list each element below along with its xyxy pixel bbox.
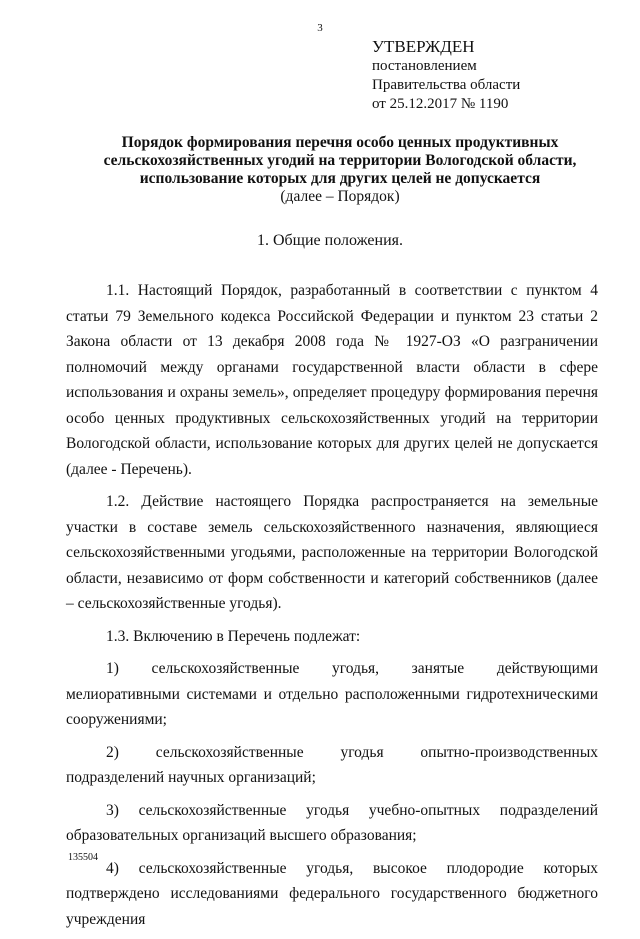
list-item-2: 2) сельскохозяйственные угодья опытно-производственных подразделений научных организаций; — [66, 743, 598, 786]
approval-date: от 25.12.2017 № 1190 — [372, 96, 509, 112]
list-item-4: 4) сельскохозяйственные угодья, высокое плодородие которых подтверждено исследованиями федерального государственного бюджетного учреждения — [66, 859, 598, 928]
paragraph-1-2: 1.2. Действие настоящего Порядка распространяется на земельные участки в составе земель сельскохозяйственного назначения, являющиеся сельскохозяйственными угодьями, расположенные на территории Вологодской области, независимо от форм собственности и категорий собственников (далее – сельскохозяйственные угодья). — [66, 493, 598, 612]
paragraph-1-3: 1.3. Включению в Перечень подлежат: — [106, 627, 361, 645]
page-number: 3 — [317, 22, 323, 34]
footer-code: 135504 — [68, 852, 98, 863]
section-heading: 1. Общие положения. — [256, 232, 404, 249]
approval-line: постановлением — [372, 58, 477, 74]
document-title — [90, 134, 590, 206]
title-line: использование которых для других целей не допускается — [139, 170, 541, 187]
approval-heading: УТВЕРЖДЕН — [372, 37, 475, 56]
approval-line: Правительства области — [372, 77, 521, 93]
document-body — [66, 278, 598, 939]
approval-block — [372, 36, 520, 114]
list-item-3: 3) сельскохозяйственные угодья учебно-опытных подразделений образовательных организаций высшего образования; — [66, 801, 598, 844]
title-line: сельскохозяйственных угодий на территории Вологодской области, — [103, 152, 577, 169]
title-line: Порядок формирования перечня особо ценных продуктивных — [121, 134, 559, 151]
title-subline: (далее – Порядок) — [280, 188, 400, 205]
list-item-1: 1) сельскохозяйственные угодья, занятые действующими мелиоративными системами и отдельно расположенными гидротехническими сооружениями; — [66, 660, 598, 728]
paragraph-1-1: 1.1. Настоящий Порядок, разработанный в соответствии с пунктом 4 статьи 79 Земельного кодекса Российской Федерации и пунктом 23 статьи 2 Закона области от 13 декабря 2008 года № 1927-ОЗ «О разграничении полномочий между органами государственной власти области в сфере использования и охраны земель», определяет процедуру формирования перечня особо ценных продуктивных сельскохозяйственных угодий на территории Вологодской области, использование которых для других целей не допускается (далее - Перечень). — [66, 282, 598, 478]
